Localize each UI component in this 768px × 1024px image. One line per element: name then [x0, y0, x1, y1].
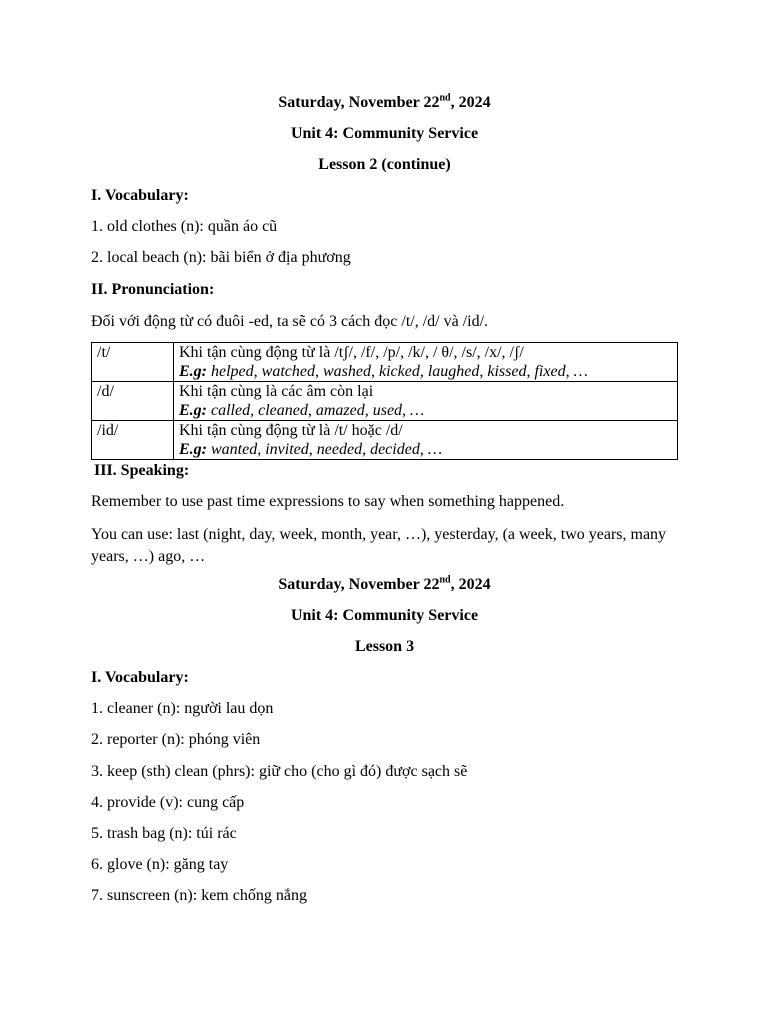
speaking-heading: III. Speaking: [94, 462, 190, 479]
lesson2-vocab-heading: I. Vocabulary: [91, 187, 189, 204]
lesson2-unit-title: Unit 4: Community Service [290, 125, 479, 142]
lesson2-date-text: Saturday, November 22 [278, 94, 440, 111]
sound-cell: /t/ [92, 343, 174, 382]
lesson2-lesson-title: Lesson 2 (continue) [318, 156, 451, 173]
example-line [179, 362, 677, 381]
pronunciation-heading: II. Pronunciation: [91, 281, 215, 298]
lesson2-date [91, 93, 678, 113]
lesson3-vocab-heading: I. Vocabulary: [91, 669, 189, 686]
lesson3-vocab-item: 1. cleaner (n): người lau dọn [91, 700, 274, 717]
speaking-paragraph-1: Remember to use past time expressions to say when something happened. [91, 493, 565, 510]
rule-text: Khi tận cùng là các âm còn lại [179, 383, 374, 400]
sound-cell: /id/ [92, 421, 174, 460]
example-label: E.g: [179, 402, 207, 419]
pronunciation-row-id [92, 421, 678, 460]
pronunciation-table [91, 342, 678, 460]
lesson3-unit-title: Unit 4: Community Service [290, 607, 479, 624]
lesson3-vocab-item: 6. glove (n): găng tay [91, 856, 229, 873]
lesson3-date-suffix: nd [439, 574, 451, 586]
lesson3-lesson-title: Lesson 3 [354, 638, 415, 655]
lesson3-vocab-item: 5. trash bag (n): túi rác [91, 825, 237, 842]
example-line [179, 401, 677, 420]
rule-text: Khi tận cùng động từ là /t/ hoặc /d/ [179, 422, 403, 439]
example-words: called, cleaned, amazed, used, … [207, 402, 425, 419]
pronunciation-row-d [92, 382, 678, 421]
example-label: E.g: [179, 441, 207, 458]
rule-cell [174, 382, 678, 421]
lesson3-date-year: , 2024 [450, 576, 491, 593]
lesson2-vocab-item: 1. old clothes (n): quần áo cũ [91, 218, 278, 235]
speaking-paragraph-2: You can use: last (night, day, week, month, year, …), yesterday, (a week, two years, many years, …) ago, … [91, 526, 667, 565]
example-line [179, 440, 677, 459]
example-words: wanted, invited, needed, decided, … [207, 441, 443, 458]
lesson3-vocab-item: 3. keep (sth) clean (phrs): giữ cho (cho gì đó) được sạch sẽ [91, 763, 468, 780]
lesson2-date-year: , 2024 [450, 94, 491, 111]
lesson3-vocab-item: 7. sunscreen (n): kem chống nắng [91, 887, 307, 904]
rule-text: Khi tận cùng động từ là /tʃ/, /f/, /p/, /k/, / θ/, /s/, /x/, /ʃ/ [179, 344, 524, 361]
lesson3-vocab-item: 2. reporter (n): phóng viên [91, 731, 261, 748]
sound-cell: /d/ [92, 382, 174, 421]
lesson3-date-text: Saturday, November 22 [278, 576, 440, 593]
pronunciation-row-t [92, 343, 678, 382]
lesson2-date-suffix: nd [439, 92, 451, 104]
pronunciation-intro: Đối với động từ có đuôi -ed, ta sẽ có 3 cách đọc /t/, /d/ và /id/. [91, 313, 489, 330]
example-label: E.g: [179, 363, 207, 380]
rule-cell [174, 343, 678, 382]
lesson3-vocab-item: 4. provide (v): cung cấp [91, 794, 245, 811]
lesson3-date [91, 575, 678, 595]
rule-cell [174, 421, 678, 460]
lesson2-vocab-item: 2. local beach (n): bãi biển ở địa phương [91, 249, 351, 266]
example-words: helped, watched, washed, kicked, laughed, kissed, fixed, … [207, 363, 588, 380]
